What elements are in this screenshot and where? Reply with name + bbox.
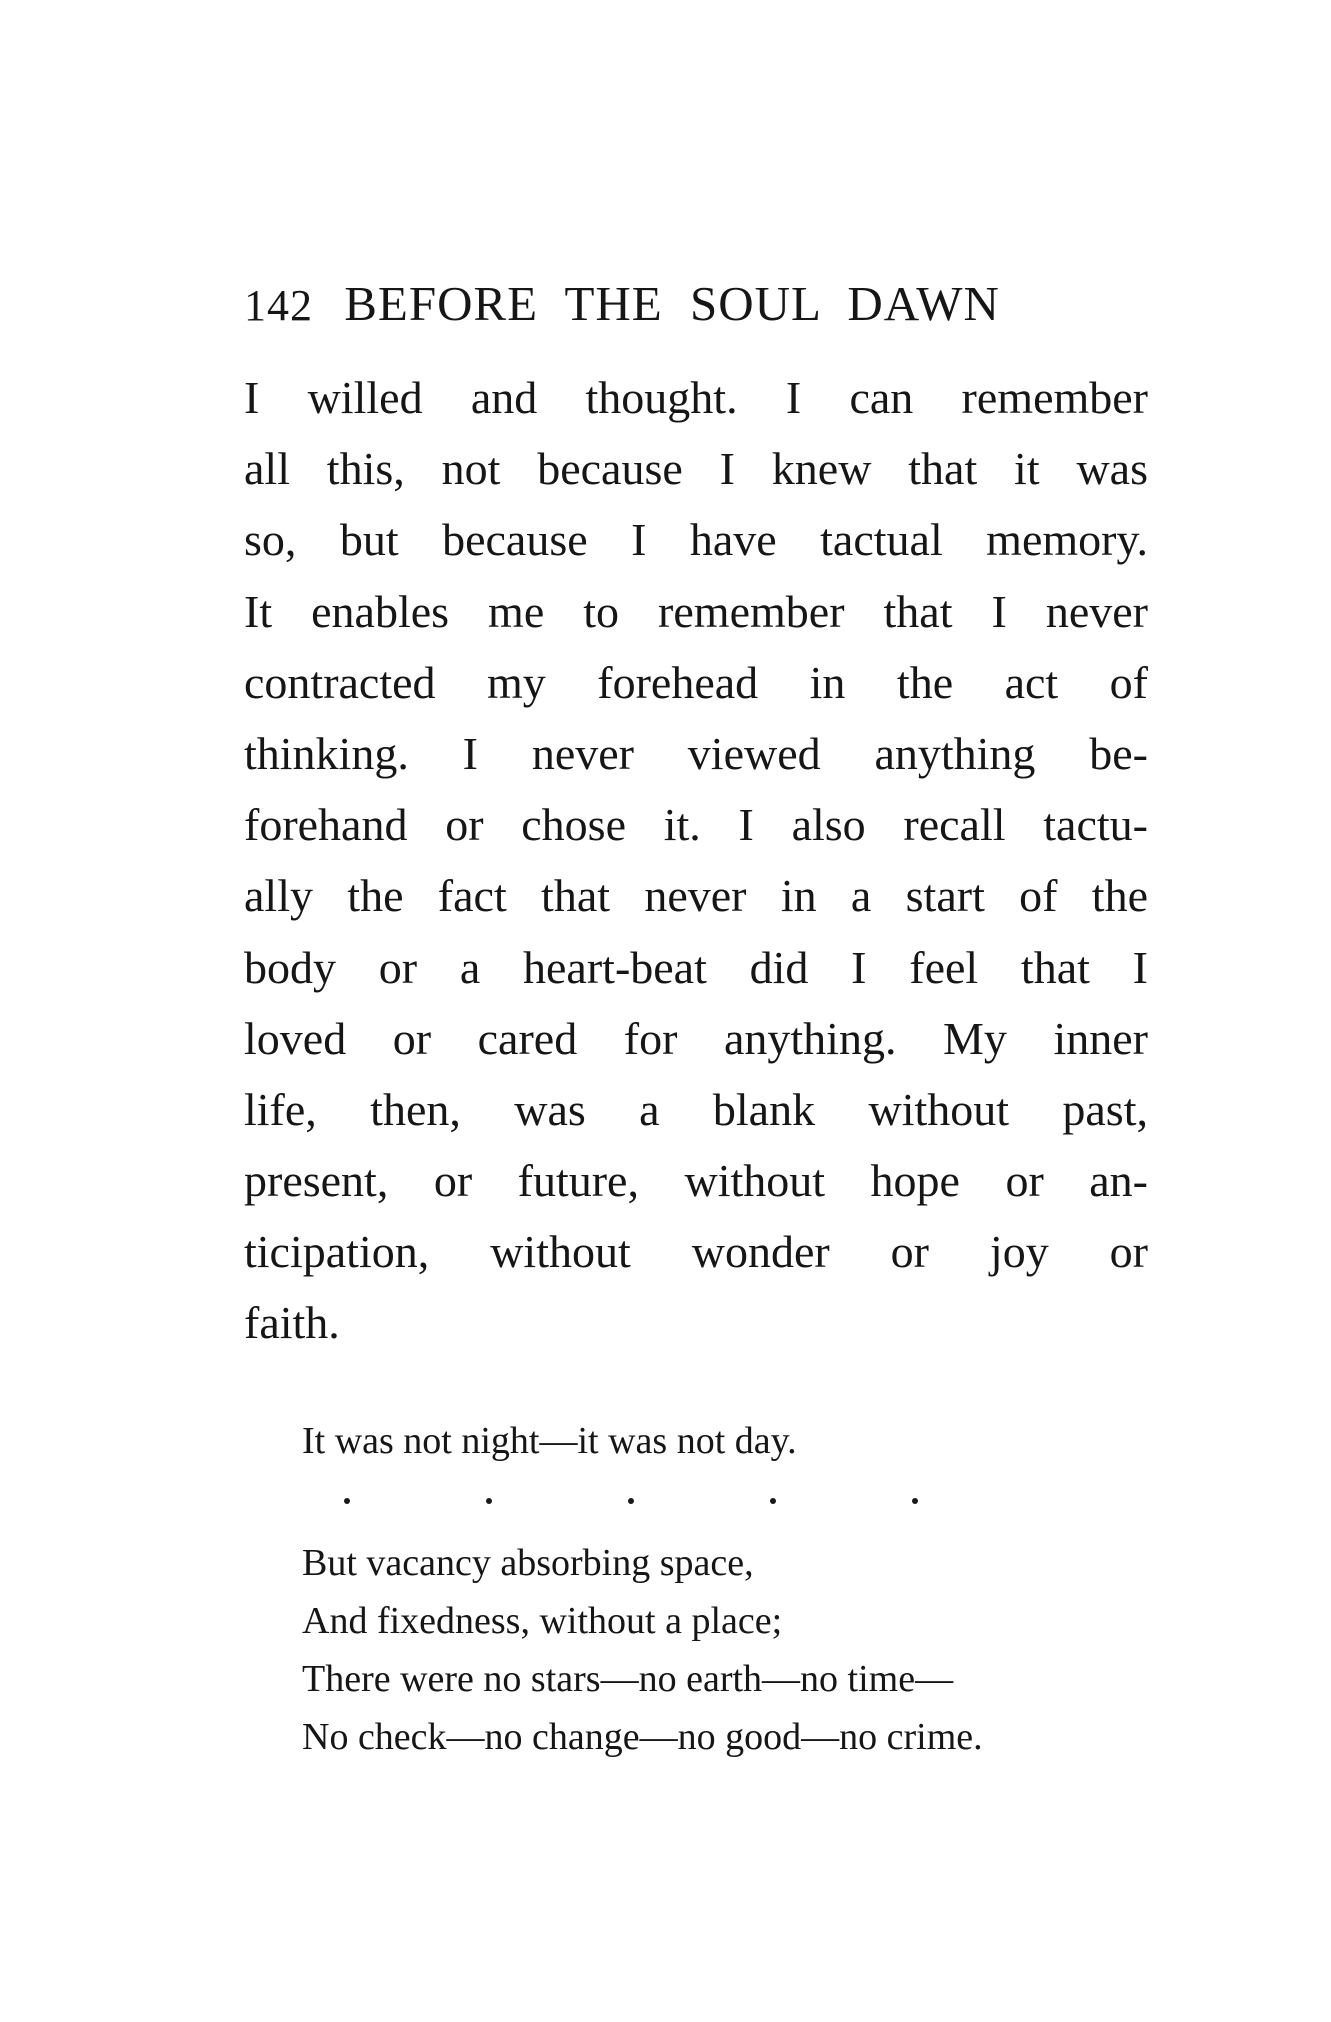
- ellipsis-dot: [912, 1498, 918, 1504]
- prose-line: thinking. I never viewed anything be-: [244, 727, 1148, 779]
- verse-line: But vacancy absorbing space,: [302, 1542, 754, 1584]
- prose-line: body or a heart-beat did I feel that I: [244, 941, 1148, 993]
- verse-line: And fixedness, without a place;: [302, 1600, 783, 1642]
- ellipsis-dot: [486, 1498, 492, 1504]
- verse-line: It was not night—it was not day.: [302, 1420, 797, 1462]
- prose-line: ally the fact that never in a start of the: [244, 870, 1148, 922]
- verse-ellipsis: [302, 1470, 942, 1532]
- ellipsis-dot: [770, 1498, 776, 1504]
- prose-line: I willed and thought. I can remember: [244, 372, 1148, 423]
- ellipsis-dot: [344, 1498, 350, 1504]
- verse-quotation: [302, 1412, 1162, 1766]
- prose-line: life, then, was a blank without past,: [244, 1083, 1148, 1135]
- verse-stanza: [302, 1534, 1162, 1766]
- prose-line: so, but because I have tactual memory.: [244, 514, 1148, 566]
- book-title: BEFORE THE SOUL DAWN: [344, 276, 1000, 331]
- prose-line: forehand or chose it. I also recall tactu-: [244, 799, 1148, 851]
- running-head: [244, 272, 1112, 336]
- prose-line: faith.: [244, 1297, 340, 1349]
- verse-line: There were no stars—no earth—no time—: [302, 1658, 954, 1700]
- prose-line: all this, not because I knew that it was: [244, 443, 1148, 495]
- verse-line: No check—no change—no good—no crime.: [302, 1716, 983, 1758]
- prose-line: loved or cared for anything. My inner: [244, 1012, 1148, 1064]
- prose-line: present, or future, without hope or an-: [244, 1155, 1148, 1207]
- ellipsis-dot: [628, 1498, 634, 1504]
- page-number: 142: [244, 281, 313, 330]
- prose-line: It enables me to remember that I never: [244, 585, 1148, 637]
- prose-line: contracted my forehead in the act of: [244, 656, 1148, 708]
- prose-paragraph: [244, 362, 1148, 1359]
- prose-line: ticipation, without wonder or joy or: [244, 1226, 1148, 1278]
